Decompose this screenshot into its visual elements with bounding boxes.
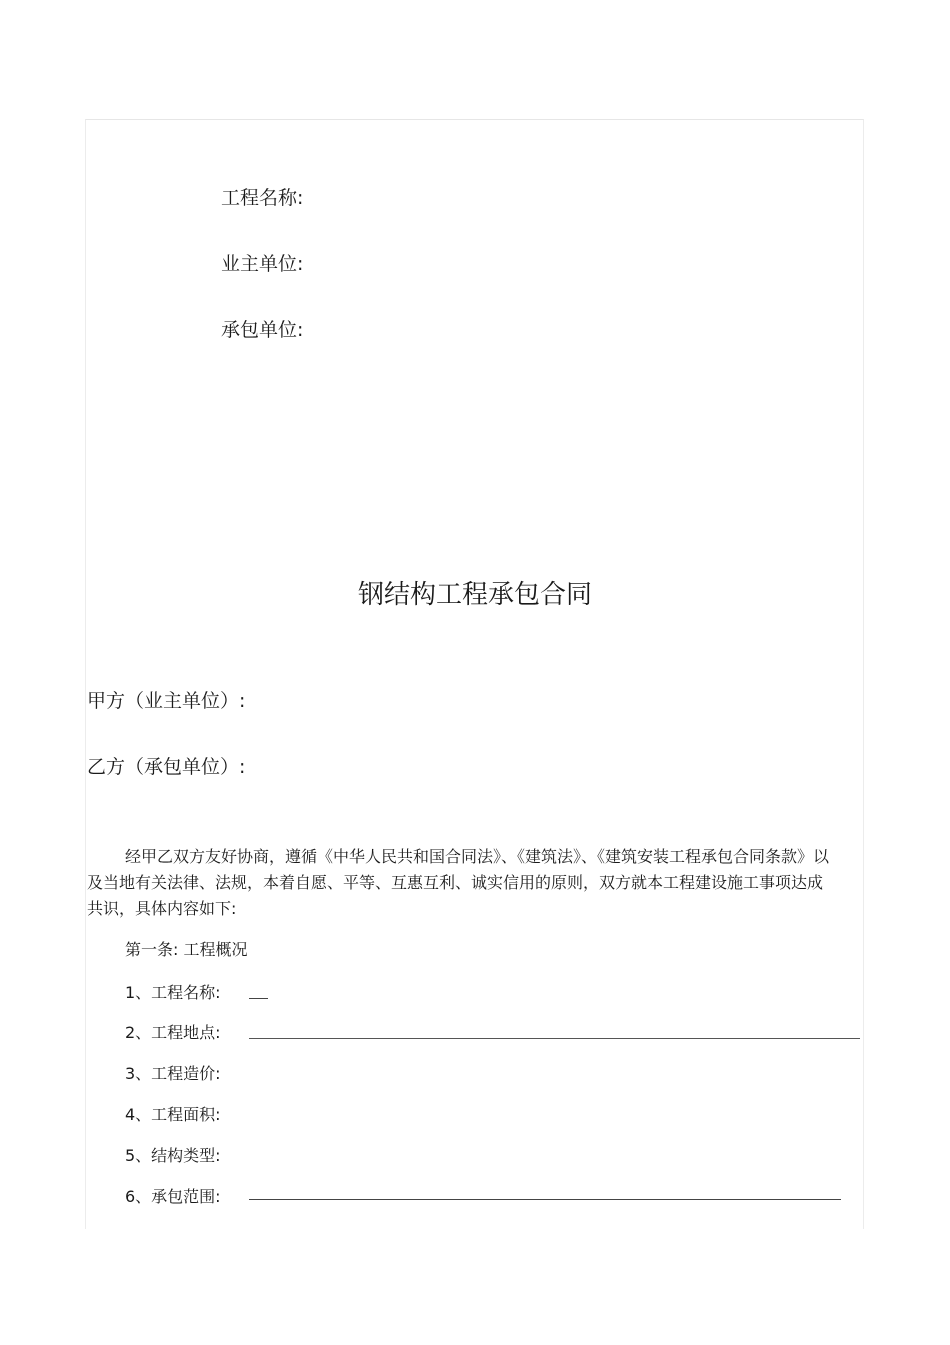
item-project-area: 4、工程面积: [125, 1105, 221, 1124]
party-b-label: 乙方（承包单位）: [87, 756, 246, 778]
project-location-blank [249, 1038, 860, 1039]
intro-paragraph: 经甲乙双方友好协商，遵循《中华人民共和国合同法》、《建筑法》、《建筑安装工程承包合同条款》以及当地有关法律、法规，本着自愿、平等、互惠互利、诚实信用的原则，双方就本工程建设施工事项达成共识，具体内容如下: [87, 847, 830, 918]
party-a-label: 甲方（业主单位）: [87, 690, 246, 712]
item-project-cost: 3、工程造价: [125, 1064, 221, 1083]
item-project-name: 1、工程名称: [125, 983, 221, 1002]
contract-scope-blank [249, 1199, 841, 1200]
item-project-location: 2、工程地点: [125, 1023, 221, 1042]
article-1-heading: 第一条: 工程概况 [125, 940, 248, 959]
cover-project-name-label: 工程名称: [221, 187, 304, 209]
item-contract-scope: 6、承包范围: [125, 1187, 221, 1206]
contract-title: 钢结构工程承包合同 [357, 580, 592, 610]
cover-owner-unit-label: 业主单位: [221, 253, 304, 275]
item-structure-type: 5、结构类型: [125, 1146, 221, 1165]
project-name-blank [249, 998, 268, 999]
cover-contractor-unit-label: 承包单位: [221, 319, 304, 341]
